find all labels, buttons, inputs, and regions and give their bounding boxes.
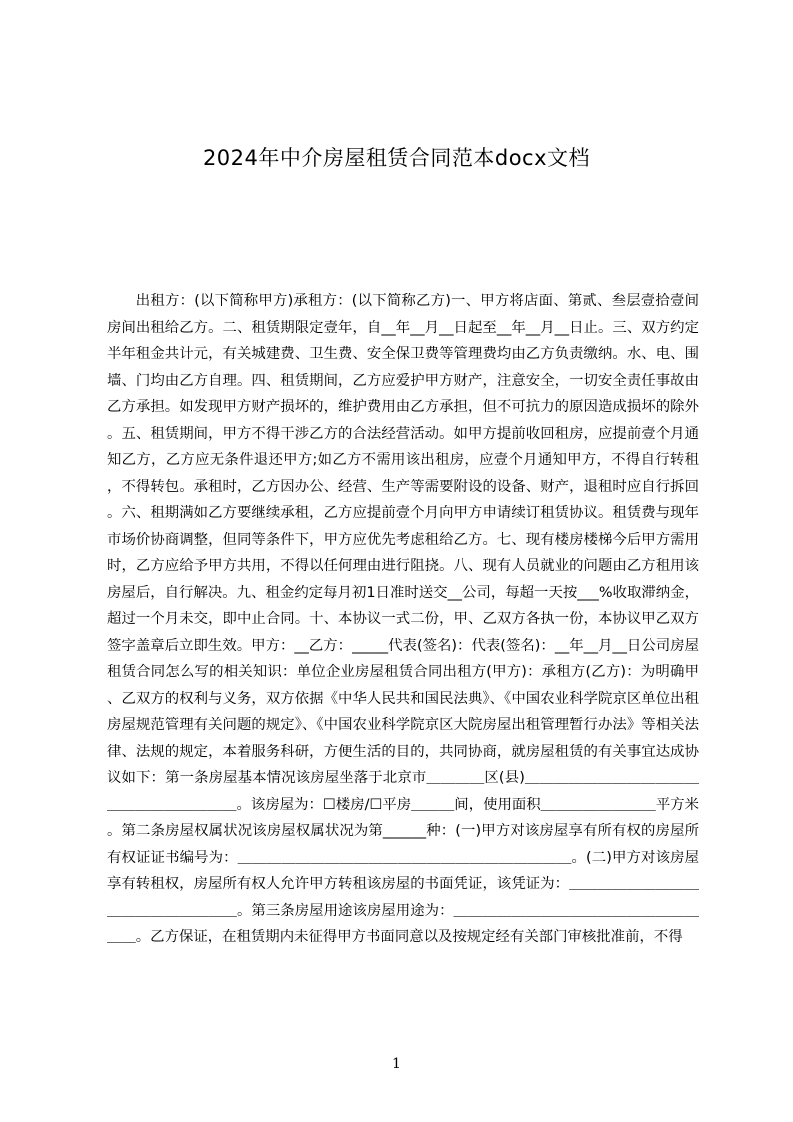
document-body-text: 出租方：(以下简称甲方)承租方：(以下简称乙方)一、甲方将店面、第贰、叁层壹拾壹间房间出租给乙方。二、租赁期限定壹年，自__年__月__日起至__年__月__日止。三、双方约定半年租金共计元，有关城建费、卫生费、安全保卫费等管理费均由乙方负责缴纳。水、电、围墙、门均由乙方自理。四、租赁期间，乙方应爱护甲方财产，注意安全，一切安全责任事故由乙方承担。如发现甲方财产损坏的，维护费用由乙方承担，但不可抗力的原因造成损坏的除外。五、租赁期间，甲方不得干涉乙方的合法经营活动。如甲方提前收回租房，应提前壹个月通知乙方，乙方应无条件退还甲方;如乙方不需用该出租房，应壹个月通知甲方，不得自行转租，不得转包。承租时，乙方因办公、经营、生产等需要附设的设备、财产，退租时应自行拆回。六、租期满如乙方要继续承租，乙方应提前壹个月向甲方申请续订租赁协议。租赁费与现年市场价协商调整，但同等条件下，甲方应优先考虑租给乙方。七、现有楼房楼梯今后甲方需用时，乙方应给予甲方共用，不得以任何理由进行阻挠。八、现有人员就业的问题由乙方租用该房屋后，自行解决。九、租金约定每月初1日准时送交__公司，每超一天按___%收取滞纳金，超过一个月未交，即中止合同。十、本协议一式二份，甲、乙双方各执一份，本协议甲乙双方签字盖章后立即生效。甲方：__乙方：_____代表(签名)：代表(签名)：__年__月__日公司房屋租赁合同怎么写的相关知识：单位企业房屋租赁合同出租方(甲方)：承租方(乙方)：为明确甲、乙双方的权利与义务，双方依据《中华人民共和国民法典》、《中国农业科学院京区单位出租房屋规范管理有关问题的规定》、《中国农业科学院京区大院房屋出租管理暂行办法》等相关法律、法规的规定，本着服务科研，方便生活的目的，共同协商，就房屋租赁的有关事宜达成协议如下：第一条房屋基本情况该房屋坐落于北京市＿＿＿＿区(县)＿＿＿＿＿＿＿＿＿＿＿＿＿＿＿＿＿＿＿＿＿。该房屋为：☐楼房/☐平房＿＿＿间，使用面积＿＿＿＿＿＿＿＿平方米。第二条房屋权属状况该房屋权属状况为第______种：(一)甲方对该房屋享有所有权的房屋所有权证证书编号为：＿＿＿＿＿＿＿＿＿＿＿＿＿＿＿＿＿＿＿＿＿＿＿。(二)甲方对该房屋享有转租权，房屋所有权人允许甲方转租该房屋的书面凭证，该凭证为：＿＿＿＿＿＿＿＿＿＿＿＿＿＿＿＿＿＿。第三条房屋用途该房屋用途为：＿＿＿＿＿＿＿＿＿＿＿＿＿＿＿＿＿＿＿。乙方保证，在租赁期内未征得甲方书面同意以及按规定经有关部门审核批准前，不得 [107, 293, 699, 945]
document-title: 2024年中介房屋租赁合同范本docx文档 [202, 146, 591, 170]
page-number: 1 [392, 1056, 401, 1072]
